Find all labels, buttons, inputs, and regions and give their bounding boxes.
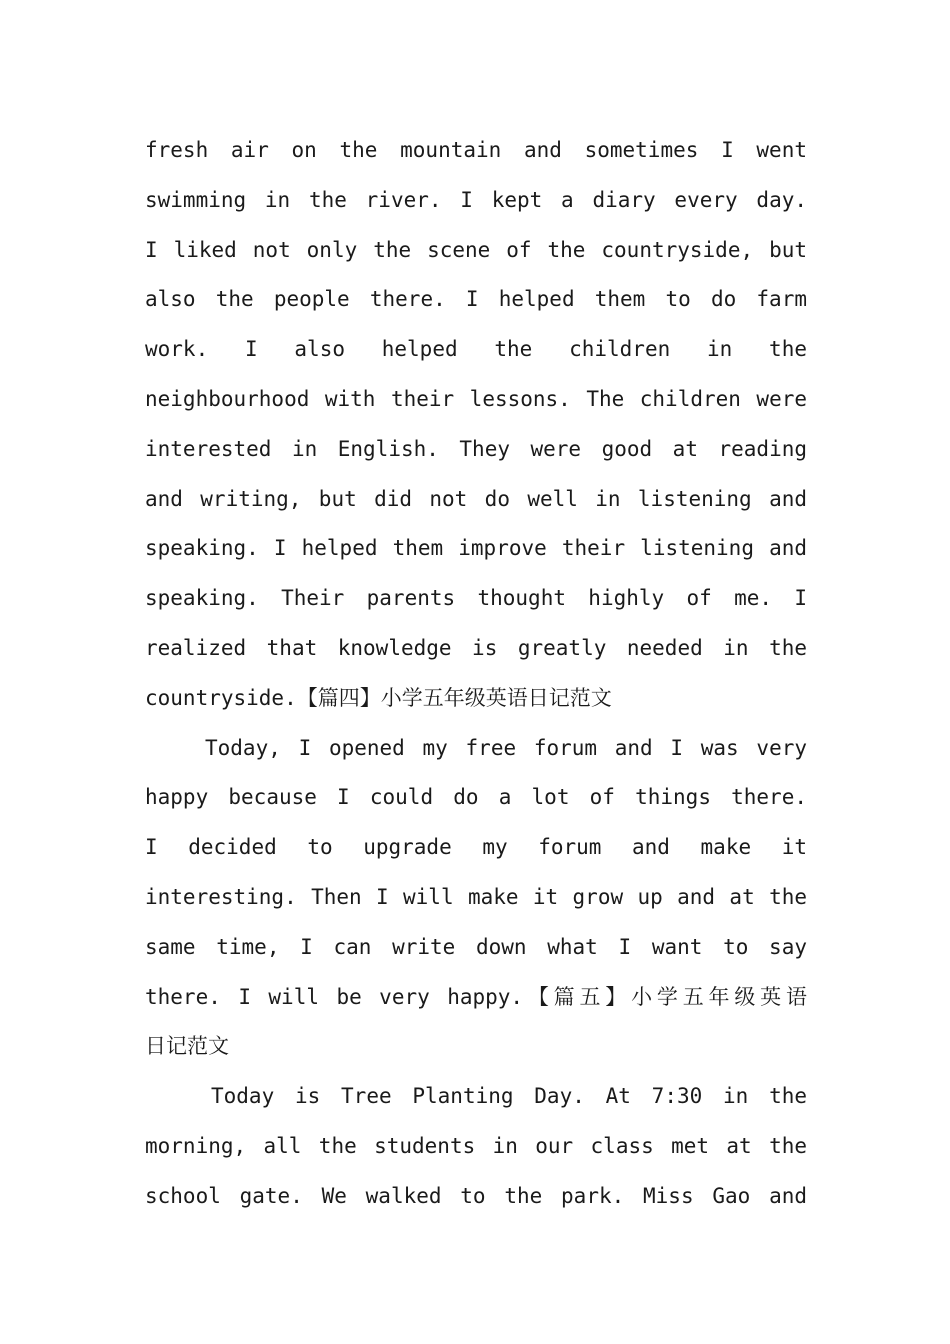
text-line: morning, all the students in our class met at the — [145, 1133, 807, 1158]
text-line: interested in English. They were good at reading — [145, 436, 807, 461]
text-line: speaking. I helped them improve their listening and — [145, 536, 807, 561]
text-line: I decided to upgrade my forum and make it — [145, 835, 807, 860]
text-line: Today, I opened my free forum and I was very — [205, 735, 807, 760]
text-line: same time, I can write down what I want to say — [145, 934, 807, 959]
text-line: I liked not only the scene of the countryside, but — [145, 237, 807, 262]
text-line-section-heading: countryside.【篇四】小学五年级英语日记范文 — [145, 685, 612, 710]
text-line: fresh air on the mountain and sometimes I went — [145, 138, 807, 162]
body-text — [145, 126, 807, 1222]
text-line: Today is Tree Planting Day. At 7:30 in the — [211, 1084, 807, 1109]
text-line: happy because I could do a lot of things there. — [145, 785, 807, 810]
text-line: school gate. We walked to the park. Miss Gao and — [145, 1183, 807, 1208]
text-line: work. I also helped the children in the — [145, 337, 807, 362]
text-line-section-heading: 日记范文 — [145, 1034, 229, 1059]
text-line: and writing, but did not do well in listening and — [145, 486, 807, 511]
text-line: neighbourhood with their lessons. The children were — [145, 386, 807, 411]
text-line-section-heading: there. I will be very happy.【篇五】小学五年级英语 — [145, 984, 807, 1009]
text-line: also the people there. I helped them to do farm — [145, 287, 807, 312]
text-line: swimming in the river. I kept a diary every day. — [145, 187, 807, 212]
text-line: realized that knowledge is greatly needed in the — [145, 635, 807, 660]
text-line: speaking. Their parents thought highly of me. I — [145, 586, 807, 611]
text-line: interesting. Then I will make it grow up and at the — [145, 884, 807, 909]
